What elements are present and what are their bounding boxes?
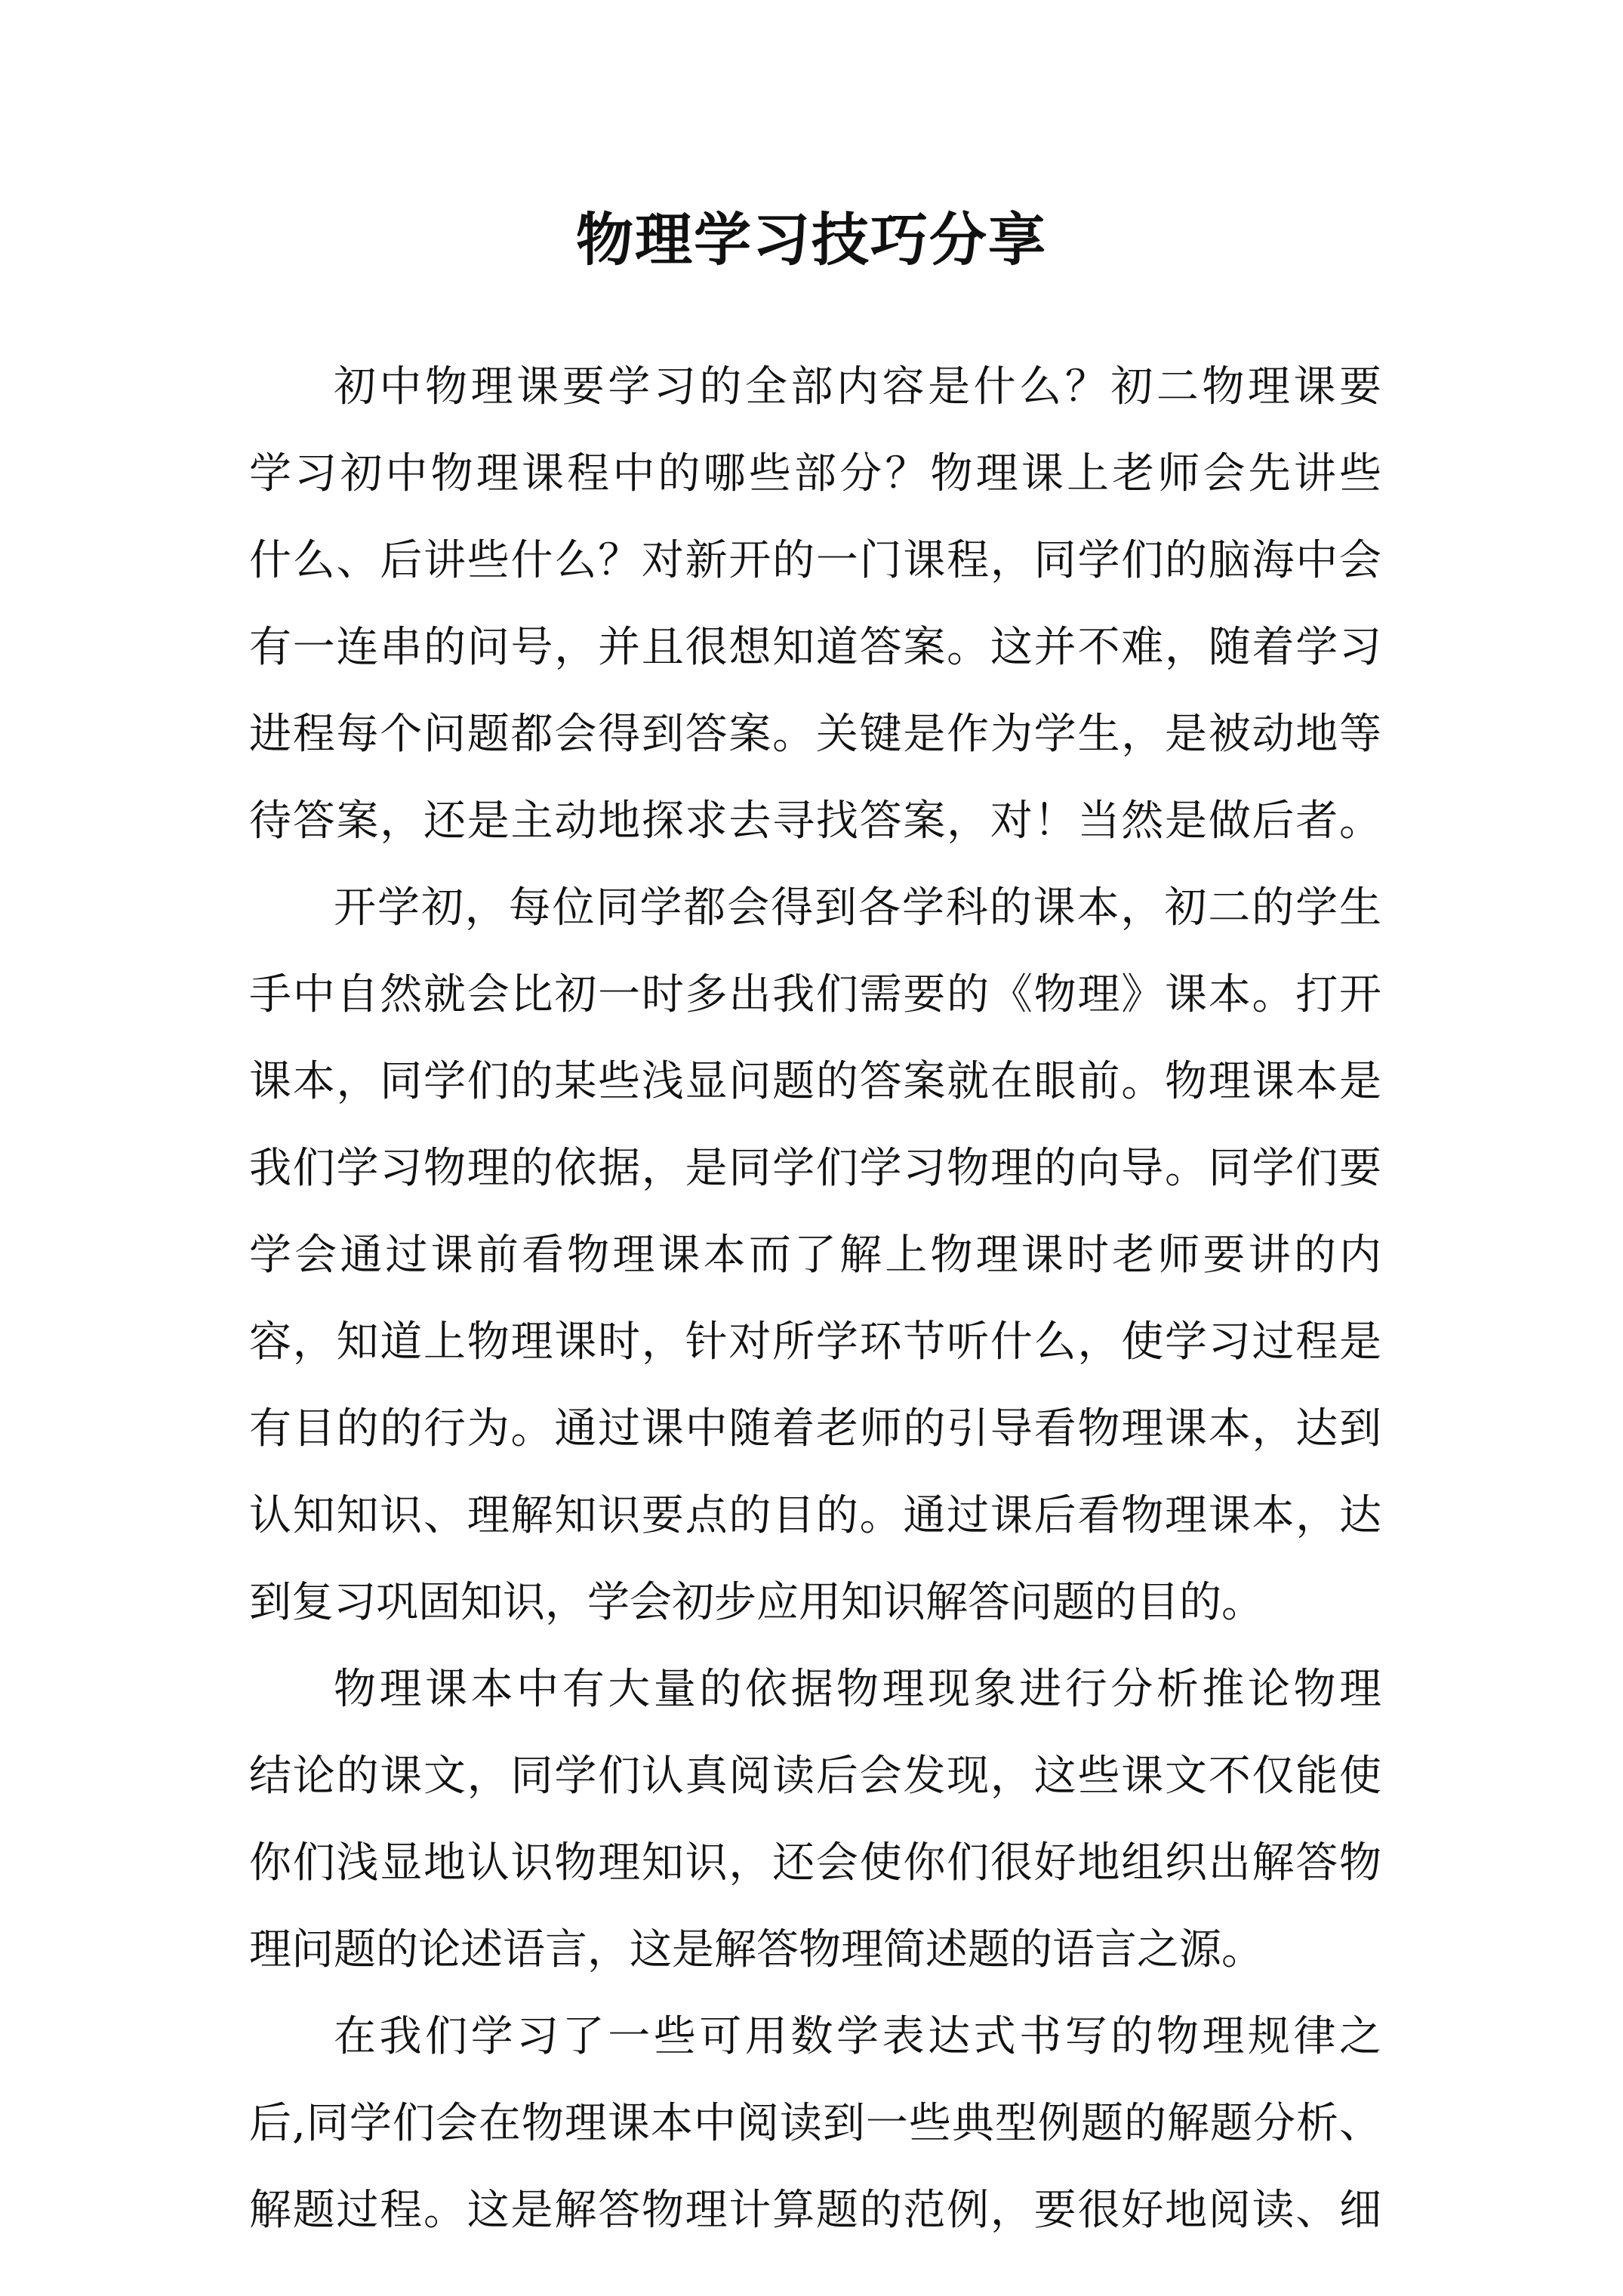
text-line: 学会通过课前看物理课本而了解上物理课时老师要讲的内	[249, 1231, 1381, 1280]
paragraph-1	[249, 344, 1381, 864]
text-line: 到复习巩固知识，学会初步应用知识解答问题的目的。	[249, 1578, 1264, 1627]
text-line: 手中自然就会比初一时多出我们需要的《物理》课本。打开	[249, 970, 1381, 1019]
paragraph-3	[249, 1646, 1381, 1993]
text-line: 待答案，还是主动地探求去寻找答案，对！当然是做后者。	[249, 797, 1381, 846]
text-line: 理问题的论述语言，这是解答物理简述题的语言之源。	[249, 1925, 1264, 1974]
text-line: 在我们学习了一些可用数学表达式书写的物理规律之	[334, 2012, 1381, 2061]
paragraph-2	[249, 864, 1381, 1646]
text-line: 我们学习物理的依据，是同学们学习物理的向导。同学们要	[249, 1144, 1381, 1193]
text-line: 有一连串的问号，并且很想知道答案。这并不难，随着学习	[249, 623, 1381, 672]
text-line: 结论的课文，同学们认真阅读后会发现，这些课文不仅能使	[249, 1752, 1381, 1801]
text-line: 有目的的行为。通过课中随着老师的引导看物理课本，达到	[249, 1404, 1381, 1453]
text-line: 解题过程。这是解答物理计算题的范例，要很好地阅读、细	[249, 2186, 1381, 2235]
text-line: 物理课本中有大量的依据物理现象进行分析推论物理	[334, 1665, 1381, 1714]
text-line: 进程每个问题都会得到答案。关键是作为学生，是被动地等	[249, 710, 1381, 759]
text-line: 容，知道上物理课时，针对所学环节听什么，使学习过程是	[249, 1318, 1381, 1367]
paragraph-4	[249, 1993, 1381, 2254]
text-line: 认知知识、理解知识要点的目的。通过课后看物理课本，达	[249, 1491, 1381, 1540]
page-title: 物理学习技巧分享	[576, 206, 1047, 273]
text-line: 学习初中物理课程中的哪些部分？物理课上老师会先讲些	[249, 449, 1381, 498]
text-line: 课本，同学们的某些浅显问题的答案就在眼前。物理课本是	[249, 1057, 1381, 1106]
document-body	[249, 344, 1381, 2254]
text-line: 开学初，每位同学都会得到各学科的课本，初二的学生	[334, 883, 1381, 932]
text-line: 初中物理课要学习的全部内容是什么？初二物理课要	[334, 362, 1381, 411]
text-line: 什么、后讲些什么？对新开的一门课程，同学们的脑海中会	[249, 536, 1381, 585]
text-line: 后,同学们会在物理课本中阅读到一些典型例题的解题分析、	[249, 2099, 1381, 2148]
text-line: 你们浅显地认识物理知识，还会使你们很好地组织出解答物	[249, 1838, 1381, 1888]
